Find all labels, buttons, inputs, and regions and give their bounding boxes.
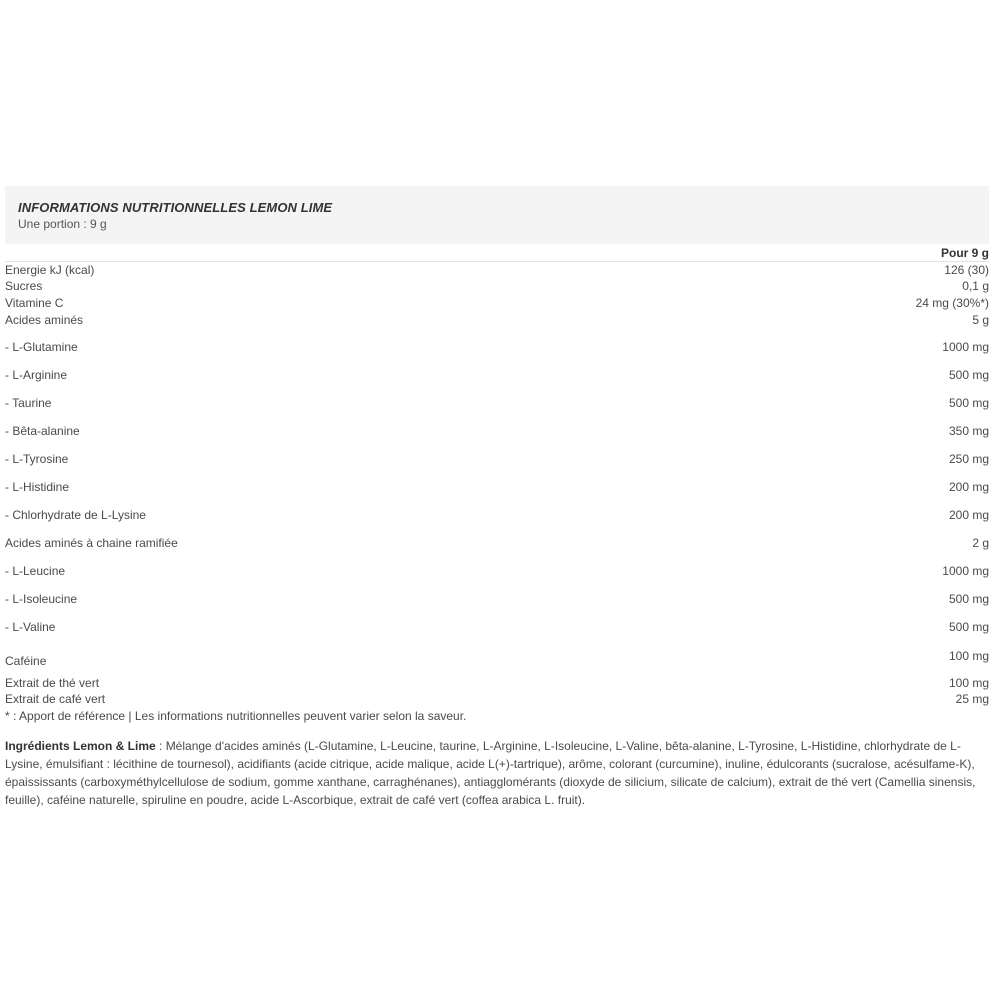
nutrient-value: 126 (30) xyxy=(944,263,989,277)
table-row xyxy=(5,263,989,279)
nutrient-value: 1000 mg xyxy=(942,340,989,354)
table-row xyxy=(5,424,989,440)
nutrition-panel-header xyxy=(5,186,989,244)
nutrient-label: - L-Glutamine xyxy=(5,340,78,354)
nutrient-label: Energie kJ (kcal) xyxy=(5,263,95,277)
nutrient-value: 200 mg xyxy=(948,508,989,522)
table-row xyxy=(5,692,989,708)
ingredients-label: Ingrédients Lemon & Lime xyxy=(5,739,156,753)
table-row xyxy=(5,508,989,524)
table-row xyxy=(5,340,989,356)
nutrient-label: Sucres xyxy=(5,279,43,293)
table-row xyxy=(5,452,989,468)
reference-footnote: * : Apport de référence | Les informations nutritionnelles peuvent varier selon la saveur. xyxy=(5,709,467,723)
nutrient-value: 500 mg xyxy=(948,368,989,382)
nutrient-label: - L-Isoleucine xyxy=(5,592,78,606)
ingredients-paragraph xyxy=(5,737,989,809)
table-row xyxy=(5,592,989,608)
nutrient-value: 100 mg xyxy=(948,676,989,690)
nutrient-label: Vitamine C xyxy=(5,296,64,310)
nutrient-value: 250 mg xyxy=(948,452,989,466)
nutrient-value: 24 mg (30%*) xyxy=(915,296,989,310)
table-row xyxy=(5,296,989,312)
nutrient-label: - L-Leucine xyxy=(5,564,66,578)
header-divider xyxy=(5,261,989,262)
nutrient-value: 2 g xyxy=(972,536,989,550)
nutrient-value: 500 mg xyxy=(948,620,989,634)
nutrient-value: 200 mg xyxy=(948,480,989,494)
table-row xyxy=(5,313,989,329)
nutrient-label: - L-Tyrosine xyxy=(5,452,69,466)
nutrient-label: - Taurine xyxy=(5,396,52,410)
table-row xyxy=(5,564,989,580)
nutrient-label: Acides aminés xyxy=(5,313,84,327)
nutrient-value: 500 mg xyxy=(948,592,989,606)
nutrient-value: 0,1 g xyxy=(962,279,989,293)
nutrient-value: 500 mg xyxy=(948,396,989,410)
nutrient-value: 1000 mg xyxy=(942,564,989,578)
serving-size: Une portion : 9 g xyxy=(18,217,107,231)
table-row xyxy=(5,396,989,412)
panel-title: INFORMATIONS NUTRITIONNELLES LEMON LIME xyxy=(18,200,333,215)
nutrient-value: 5 g xyxy=(972,313,989,327)
nutrient-label: Acides aminés à chaine ramifiée xyxy=(5,536,178,550)
nutrient-label: Extrait de café vert xyxy=(5,692,106,706)
table-row xyxy=(5,279,989,295)
nutrient-label: Caféine xyxy=(5,654,47,668)
nutrient-label: - Chlorhydrate de L-Lysine xyxy=(5,508,146,522)
table-row xyxy=(5,368,989,384)
table-row xyxy=(5,649,989,668)
table-row xyxy=(5,676,989,692)
nutrient-label: - L-Arginine xyxy=(5,368,68,382)
nutrient-value: 25 mg xyxy=(955,692,989,706)
nutrient-value: 350 mg xyxy=(948,424,989,438)
nutrient-label: Extrait de thé vert xyxy=(5,676,100,690)
table-row xyxy=(5,480,989,496)
column-header-per-serving: Pour 9 g xyxy=(940,246,989,260)
nutrient-label: - L-Histidine xyxy=(5,480,70,494)
nutrient-label: - Bêta-alanine xyxy=(5,424,80,438)
table-row xyxy=(5,620,989,636)
ingredients-text: : Mélange d'acides aminés (L-Glutamine, L-Leucine, taurine, L-Arginine, L-Isoleucine, L-Valine, bêta-alanine, L-Tyrosine, L-Histidine, chlorhydrate de L-Lysine, émulsifiant : lécithine de tournesol), acidifiants (acide citrique, acide malique, acide L(+)-tartrique), arôme, colorant (curcumine), inuline, édulcorants (sucralose, acésulfame-K), épaississants (carboxyméthylcellulose de sodium, gomme xanthane, carraghénanes), antiagglomérants (dioxyde de silicium, silicate de calcium), extrait de thé vert (Camellia sinensis, feuille), caféine naturelle, spiruline en poudre, acide L-Ascorbique, extrait de café vert (coffea arabica L. fruit). xyxy=(5,739,976,807)
nutrient-value: 100 mg xyxy=(948,649,989,663)
nutrient-label: - L-Valine xyxy=(5,620,56,634)
table-row xyxy=(5,536,989,552)
